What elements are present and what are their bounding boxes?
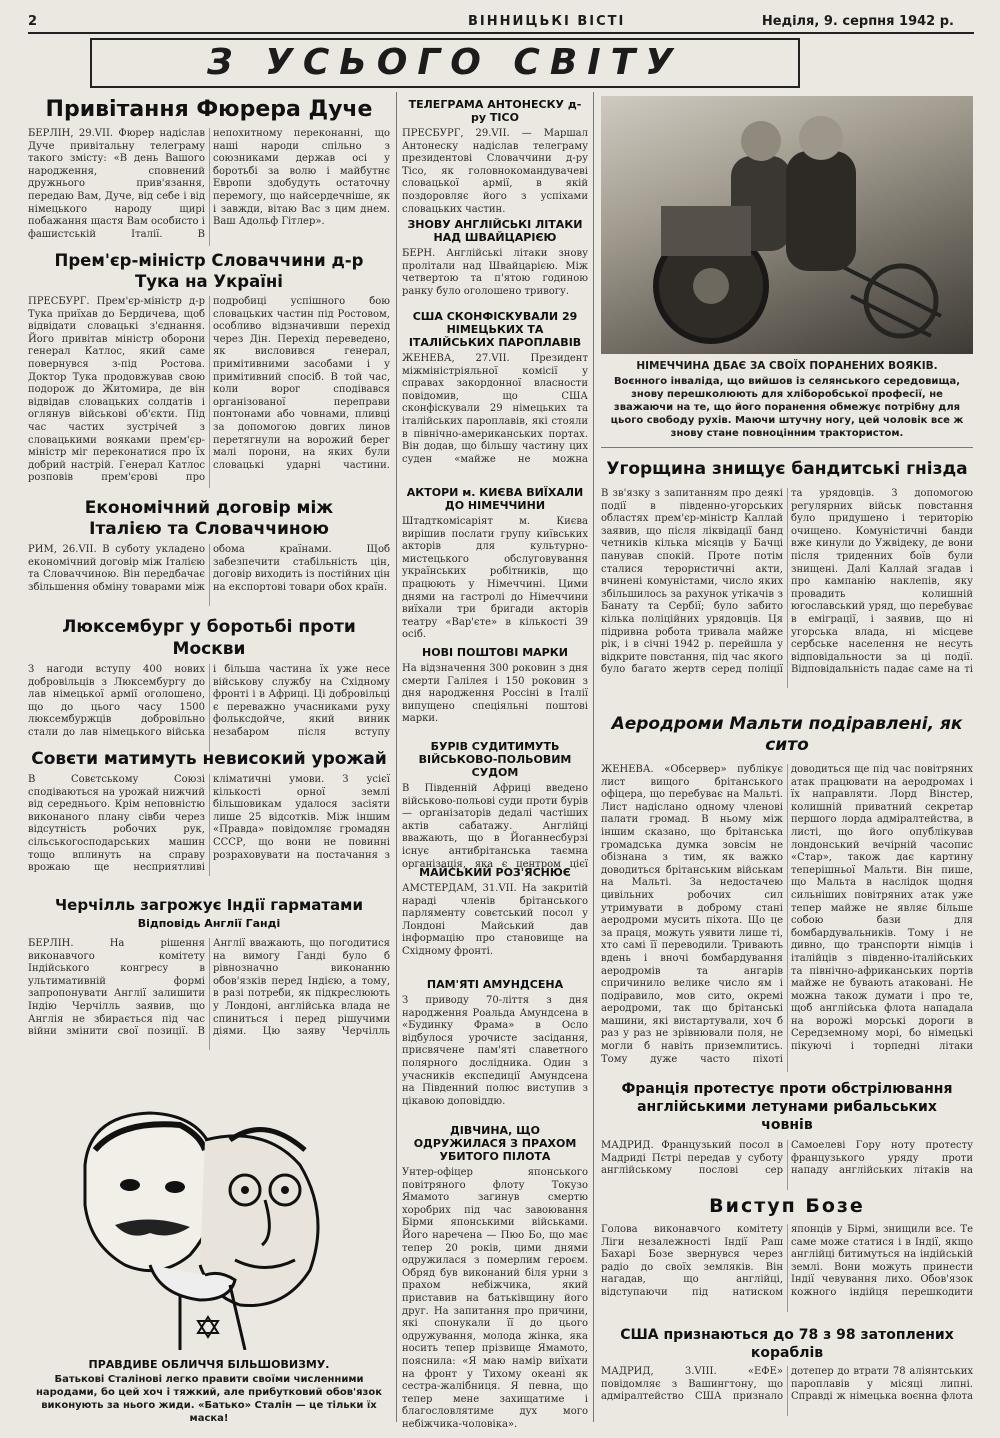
article-amundsen xyxy=(402,978,588,1133)
article-economic xyxy=(28,498,390,606)
article-usa-ships-78 xyxy=(601,1326,973,1416)
article-body: В Південній Африці введено військово-польові суди проти бурів — організаторів дедалі частіших актів сабатажу. Англійці вважають, що в Йоганнесбурзі існує антибрітанська таємна організація, яка є центром цієї xyxy=(402,783,588,870)
article-body: МАДРИД. Французький посол в Мадриді Пєтрі передав у суботу англійському послові сер Самоелеві Гору ноту протесту французького уряду проти нападу англійських літаків на xyxy=(601,1140,973,1177)
caption-text: Батькові Сталінові легко правити своїми численними народами, бо цей хоч і тяжкий, але прибутковий обов'язок виконують за нього жиди. «Батько» Сталін — це тільки їх маска! xyxy=(35,1374,382,1424)
article-title: США СКОНФІСКУВАЛИ 29 НІМЕЦЬКИХ ТА ІТАЛІЙСЬКИХ ПАРОПЛАВІВ xyxy=(408,310,582,349)
column-rule-right xyxy=(593,92,594,1422)
article-title: АКТОРИ м. КИЄВА ВИЇХАЛИ ДО НІМЕЧЧИНИ xyxy=(406,486,584,512)
article-tuka xyxy=(28,250,390,488)
article-churchill xyxy=(28,896,390,1050)
article-bose xyxy=(601,1194,973,1312)
article-boers xyxy=(402,740,588,871)
article-body: БЕРЛІН. На рішення виконавчого комітету Індійського конгресу в ультимативній формі запропонувати Англії залишити Індію Черчілль заявив, що Англія не збирається під час війни змінити свої позиції. В Англії вважають, що погодитися на вимогу Ганді було б рівнозначно виконанню обов'язків перед Індією, а тому, в разі потреби, як підкреслюють у Лондоні, англійська влада не спиниться і перед рішучими діями. Цю заяву Черчілль xyxy=(28,938,390,1038)
article-title: ТЕЛЕГРАМА АНТОНЕСКУ д-ру ТІСО xyxy=(408,98,582,124)
article-hungary xyxy=(601,458,973,688)
divider xyxy=(601,447,973,448)
article-title: США признаються до 78 з 98 затоплених кораблів xyxy=(620,1327,954,1361)
article-maisky xyxy=(402,866,588,973)
page-number: 2 xyxy=(28,14,38,29)
article-body: ПРЕСБУРГ, 29.VII. — Маршал Антонеску надіслав телеграму президентові Словаччини д-ру Тісо, як головнокомандувачеві словацької армії, в якій поздоровляє його з успіхами словацьких частин. xyxy=(402,128,588,214)
article-body: БЕРН. Англійські літаки знову пролітали над Швайцарією. Між четвертою та п'ятою годиною ранку було оголошено тривогу. xyxy=(402,248,588,297)
article-body: БЕРЛІН, 29.VII. Фюрер надіслав Дуче привітальну телеграму такого змісту: «В день Вашого народження, сповнений дружнього прив'язання, передаю Вам, Дуче, від себе і від німецького народу щирі побажання щастя Вам особисто і фашистській Італії. В непохитному переконанні, що наші народи спільно з союзниками держав осі у боротьбі за волю і майбутнє Европи здобудуть остаточну перемогу, що найсердечніше, як і завжди, вітаю Вас з цим днем. Ваш Адольф Гітлер». xyxy=(28,128,390,240)
article-body: РИМ, 26.VII. В суботу укладено економічний договір між Італією та Словаччиною. Він передбачає збільшення обміну товарами між обома країнами. Щоб забезпечити стабільність цін, договір виходить із постійних цін на експортові товари обох країн. xyxy=(28,544,390,593)
article-title: Привітання Фюрера Дуче xyxy=(45,97,373,122)
article-malta xyxy=(601,714,973,1072)
article-body: В зв'язку з запитанням про деякі події в південно-угорських областях прем'єр-міністр Каллай заявив, що після ліквідації банд четників кілька місяців у Бачці панував спокій. Проте потім сталися терористичні акти, вчинені комуністами, число яких збільшилось за рахунок утікачів з Банату та Сербії; було забито кілька поліційних урядовців. Ця підривна робота тривала майже рік, і в січні 1942 р. перейшла у відкрите повстання, під час якого було багато жертв серед поліції та урядовців. З допомогою регулярних військ повстання було придушено і територію очищено. Комуністичні банди вже кинули до Ужвідеку, де вони після триденних боїв були знищені. Далі Каллай згадав і про кампанію наклепів, яку провадить колишній югославський уряд, що перебуває в еміграції, і заявив, що ні угорська влада, ні місцеве сербське населення не несуть відповідальности за ці події. Відповідальність падає саме на ті xyxy=(601,488,973,676)
article-body: МАДРИД, 3.VIII. «ЕФЕ» повідомляє з Вашингтону, що адміралтейство США признало дотепер до втрати 78 аліянтських пароплавів у місяці липні. Справді ж німецька воєнна флота xyxy=(601,1366,973,1403)
article-title: Люксембург у боротьбі проти Москви xyxy=(62,617,356,659)
article-body: ПРЕСБУРГ. Прем'єр-міністр д-р Тука приїхав до Бердичева, щоб відвідати словацькі з'єднання. Його привітав міністр оборони генерал Катлос, який саме повернувся з-під Ростова. Доктор Тука продовжував свою подорож до Житомира, де він відвідав словацьких солдатів і оглянув військові об'єкти. Під час частих зустрічей з словацькими вояками прем'єр-міністр міг переконатися про їх добрий настрій. Генерал Катлос розповів прем'єрові про подробиці успішного бою словацьких частин під Ростовом, особливо відзначивши перехід через Дін. Перехід переведено, як висловився генерал, примітивними засобами і у примітивний спосіб. В той час, коли ворог сподівався організованої переправи понтонами або човнами, пливці за допомогою довгих линов перетягнули на ворожий берег малі порони, на яких були словацькі ударні частини. xyxy=(28,296,390,484)
article-title: БУРІВ СУДИТИМУТЬ ВІЙСЬКОВО-ПОЛЬОВИМ СУДОМ xyxy=(418,740,572,779)
cartoon-caption xyxy=(28,1358,390,1425)
article-body: Голова виконавчого комітету Ліги незалежності Індії Раш Бахарі Бозе звернувся через радіо до своїх земляків. Він нагадав, що англійці, відступаючи під натиском японців у Бірмі, знищили все. Те саме може статися і в Індії, якщо англійці битимуться на індійській землі. Вони можуть принести Індії чевування лихо. Обов'язок кожного індійця перешкодити xyxy=(601,1224,973,1298)
article-title: Аеродроми Мальти подіравлені, як сито xyxy=(611,714,963,755)
article-title: Економічний договір між Італією та Словаччиною xyxy=(84,498,334,539)
article-title: Угорщина знищує бандитські гнізда xyxy=(606,459,968,479)
article-body: ЖЕНЕВА, 27.VII. Президент міжміністріяльної комісії у справах закордонної власности повідомив, що США сконфіскували 29 німецьких та італійських пароплавів, які стояли в північно-американських портах. Він додав, що більшу частину цих суден «майже не можна xyxy=(402,353,588,465)
caption-title: ПРАВДИВЕ ОБЛИЧЧЯ БІЛЬШОВИЗМУ. xyxy=(88,1358,330,1371)
article-harvest xyxy=(28,748,390,876)
section-banner: З УСЬОГО СВІТУ xyxy=(90,38,800,88)
article-title: Совєти матимуть невисокий урожай xyxy=(31,749,387,769)
tractor-photo xyxy=(601,96,973,354)
article-title: МАЙСЬКИЙ РОЗ'ЯСНЮЄ xyxy=(419,866,571,879)
article-body: В Совєтському Союзі сподіваються на урожай нижчий від середнього. Крім неповністю виконаного плану сівби через відсутність робочих рук, сільськогосподарських машин тощо вплинуть на справу врожаю ще несприятливі кліматичні умови. З усієї кількості орної землі більшовикам удалося засіяти лише 25 відсотків. Між іншим «Правда» повідомляє громадян СССР, що вони не повинні розраховувати на постачання з xyxy=(28,774,390,874)
photo-caption xyxy=(601,360,973,440)
article-body: З нагоди вступу 400 нових добровільців з Люксембургу до лав німецької армії оголошено, що до цього часу 1500 люксембуржців добровільно стали до лав німецького війська і більша частина їх уже несе військову службу на Східному фронті і в Африці. Ці добровільці є переважно учасниками руху фольксдойче, який виник незабаром після вступу xyxy=(28,664,390,738)
article-body: Штадткомісаріят м. Києва вирішив послати групу київських акторів для культурно-мистецького обслуговування українських робітників, що працюють у Німеччині. Цими днями на гастролі до Німеччини виїхали три бригади акторів театру «Вар'єте» в кількості 39 осіб. xyxy=(402,516,588,641)
article-subtitle: Відповідь Англії Ганді xyxy=(137,917,281,930)
article-stamps xyxy=(402,646,588,725)
article-title: Черчілль загрожує Індії гарматами xyxy=(55,896,363,914)
article-luxembourg xyxy=(28,616,390,752)
article-title: ПАМ'ЯТІ АМУНДСЕНА xyxy=(426,978,564,991)
running-head xyxy=(28,12,974,34)
article-body: ЖЕНЕВА. «Обсервер» публікує лист вищого брітанського офіцера, що перебуває на Мальті. Лист надіслано одному членові палати громад. В ньому між іншим сказано, що брітанська громадська думка зовсім не обізнана з тим, як важко доводиться брітанським військам на Мальті. За недостачею цивільних робочих сил утримувати в доброму стані аеродроми мусить піхота. Що це за праця, можуть уявити лише ті, хто самі її переводили. Тривають вдень і вночі бомбардування аеродромів та ангарів спричинило велике число ям і подіравило, мов сито, окремі аеродроми, так що брітанські машини, які вистартували, хоч б раз у раз не зрівнювали поля, не могли б навіть приземлитись. Тому дуже часто піхоті доводиться ще під час повітряних атак працювати на аеродромах і їх направляти. Лорд Вінстер, колишній приватний секретар першого лорда адміралтейства, в листі, що його опублікував лондонський вечірній часопис «Стар», також дає картину теперішньої Мальти. Він пише, що Мальта в наслідок щодня сильніших повітряних атак уже тепер майже не являє більше собою бази для бомбардувальників. Тому і не дивно, що транспорти німців і італійців з південно-італійських та північно-африканських портів майже не бувають атаковані. Не можна також думати і про те, щоб англійська флота нападала на ворожі морські дороги в Середземному морі, бо німецькі пікуючі і торпедні літаки xyxy=(601,764,973,1065)
article-actors xyxy=(402,486,588,642)
article-title: ДІВЧИНА, ЩО ОДРУЖИЛАСЯ З ПРАХОМ УБИТОГО ПІЛОТА xyxy=(413,1124,577,1163)
article-title: Виступ Бозе xyxy=(709,1195,865,1217)
tractor-illustration xyxy=(601,96,973,354)
article-title: НОВІ ПОШТОВІ МАРКИ xyxy=(422,646,568,659)
issue-date: Неділя, 9. серпня 1942 р. xyxy=(761,14,954,29)
article-usa-ships xyxy=(402,310,588,465)
newspaper-name: ВІННИЦЬКІ ВІСТІ xyxy=(468,14,626,29)
caption-text: Воєнного інваліда, що вийшов із селянського середовища, знову перешколюють для хліборобської професії, не зважаючи на те, що його поранення обмежує потрібну для цього свободу рухів. Маючи штучну ногу, цей чоловік все ж знову стане повноцінним трактористом. xyxy=(610,376,964,439)
stalin-mask xyxy=(85,1113,217,1271)
article-girl xyxy=(402,1124,588,1433)
article-body: На відзначення 300 роковин з дня смерти Галілея і 150 роковин з дня народження Россіні в Італії випущено спеціяльні поштові марки. xyxy=(402,663,588,725)
article-telegram xyxy=(402,98,588,214)
caption-title: НІМЕЧЧИНА ДБАЄ ЗА СВОЇХ ПОРАНЕНИХ ВОЯКІВ. xyxy=(636,360,938,372)
article-title: Франція протестує проти обстрілювання англійськими летунами рибальських човнів xyxy=(621,1081,953,1133)
article-body: Унтер-офіцер японського повітряного флоту Токузо Ямамото загинув смертю хоробрих під час завоювання Бірми японськими військами. Його наречена — Пюо Бо, що має тепер 20 років, цими днями одружилася з померлим героєм. Обряд був виконаний біля урни з прахом небіжчика, який приставив на батьківщину його друг. На запитання про причини, які спонукали її до цього одружування, молода жінка, яка носить тепер прізвище Ямамото, пояснила: «Я маю намір виїхати на фронт у Тихому океані як сестра-жалібниця. Я певна, що тепер мене захищатиме і благословлятиме дух мого небіжчика-чоловіка». xyxy=(402,1167,588,1430)
article-title: ЗНОВУ АНГЛІЙСЬКІ ЛІТАКИ НАД ШВАЙЦАРІЄЮ xyxy=(407,218,583,244)
caricature-illustration xyxy=(30,1095,370,1350)
article-france xyxy=(601,1080,973,1190)
article-body: З приводу 70-ліття з дня народження Роальда Амундсена в «Будинку Фрама» в Осло відбулося урочисте засідання, присвячене пам'яті славетного полярного дослідника. Один з учасників експедиції Амундсена на Південний полюс виступив з цікавою доповіддю. xyxy=(402,995,588,1107)
article-body: АМСТЕРДАМ, 31.VII. На закритій нараді членів брітанського парляменту совєтський посол у Лондоні Майський дав інформацію про становище на Східному фронті. xyxy=(402,883,588,957)
column-rule-left xyxy=(396,92,397,1422)
article-title: Прем'єр-міністр Словаччини д-р Тука на Україні xyxy=(54,251,364,291)
article-greeting xyxy=(28,96,390,246)
article-swiss xyxy=(402,218,588,298)
